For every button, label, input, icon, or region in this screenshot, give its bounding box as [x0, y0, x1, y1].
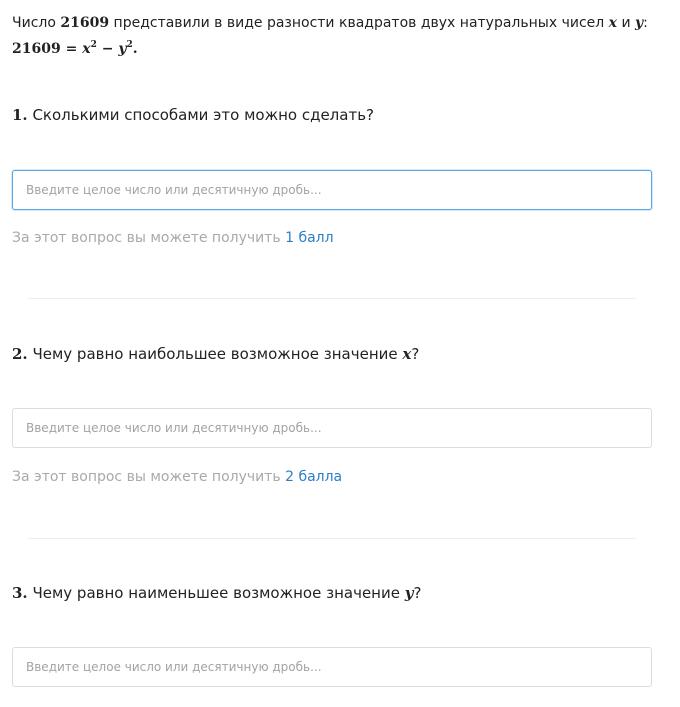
eq-exp-y: 2 [126, 40, 133, 50]
problem-statement [12, 12, 648, 60]
eq-minus: − [101, 41, 114, 57]
points-prefix: За этот вопрос вы можете получить [12, 469, 281, 485]
intro-text-mid: представили в виде разности квадратов двух натуральных чисел [113, 15, 605, 31]
question-2 [12, 345, 419, 363]
points-value: 2 балла [285, 469, 343, 485]
question-var: y [404, 584, 414, 602]
divider [28, 538, 636, 539]
answer-input-3[interactable] [12, 647, 652, 687]
eq-sign: = [65, 41, 78, 57]
intro-number: 21609 [60, 15, 110, 31]
var-x: x [608, 15, 618, 31]
eq-y: y [118, 41, 127, 57]
intro-colon: : [643, 15, 648, 31]
question-number: 3. [12, 584, 28, 602]
question-tail: ? [413, 584, 422, 602]
question-text: Чему равно наименьшее возможное значение [32, 584, 400, 602]
answer-input-2[interactable] [12, 408, 652, 448]
question-1 [12, 106, 374, 124]
points-info-1 [12, 230, 334, 246]
question-number: 1. [12, 106, 28, 124]
equation [12, 34, 648, 60]
eq-exp-x: 2 [90, 40, 97, 50]
points-info-2 [12, 469, 342, 485]
question-tail: ? [411, 345, 420, 363]
var-y: y [635, 15, 644, 31]
eq-x: x [82, 41, 91, 57]
divider [28, 298, 636, 299]
eq-end: . [132, 41, 138, 57]
question-var: x [402, 345, 412, 363]
points-value: 1 балл [285, 230, 334, 246]
intro-conj: и [621, 15, 631, 31]
problem-text [12, 12, 648, 34]
points-prefix: За этот вопрос вы можете получить [12, 230, 281, 246]
intro-text: Число [12, 15, 56, 31]
question-3 [12, 584, 421, 602]
question-number: 2. [12, 345, 28, 363]
eq-lhs: 21609 [12, 41, 61, 57]
question-text: Сколькими способами это можно сделать? [32, 106, 375, 124]
question-text: Чему равно наибольшее возможное значение [32, 345, 398, 363]
answer-input-1[interactable] [12, 170, 652, 210]
